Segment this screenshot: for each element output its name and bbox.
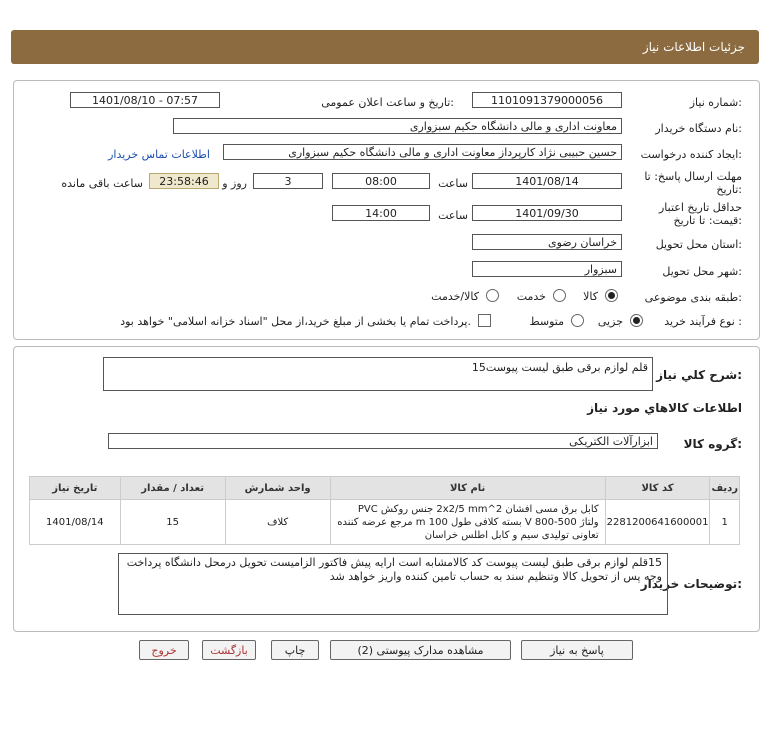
goods-info-title: اطلاعات كالاهاي مورد نياز — [587, 401, 742, 415]
process-radio-minor[interactable] — [630, 314, 643, 327]
category-option-goods: کالا — [583, 290, 598, 303]
need-number-label: شماره نیاز: — [689, 96, 742, 109]
cell-name: کابل برق مسی افشان 2^2x2/5 mm جنس روکش PVC ولتاژ 500-800 V بسته کلافی طول 100 m مرجع عرضه کننده تعاونی تولیدی سیم و کابل اطلس خراسان — [330, 500, 605, 545]
buyer-org-field: معاونت اداری و مالی دانشگاه حکیم سبزواری — [173, 118, 622, 134]
category-option-service: خدمت — [516, 290, 546, 303]
cell-index: 1 — [710, 500, 740, 545]
payment-note: پرداخت تمام یا بخشی از مبلغ خرید،از محل "اسناد خزانه اسلامی" خواهد بود. — [120, 315, 471, 328]
buyer-contact-link[interactable]: اطلاعات تماس خریدار — [108, 148, 210, 161]
goods-table — [29, 476, 740, 545]
col-header-qty: تعداد / مقدار — [120, 477, 225, 500]
deadline-label-2: تاریخ: — [716, 183, 742, 196]
exit-button[interactable]: خروج — [139, 640, 189, 660]
reply-button[interactable]: پاسخ به نیاز — [521, 640, 633, 660]
attachments-button[interactable]: مشاهده مدارک پیوستی (2) — [330, 640, 511, 660]
cell-unit: کلاف — [225, 500, 330, 545]
page-title: جزئیات اطلاعات نیاز — [642, 40, 745, 54]
days-label: روز و — [222, 177, 247, 190]
cell-code: 2281200641600001 — [605, 500, 710, 545]
category-radio-goods-service[interactable] — [486, 289, 499, 302]
col-header-unit: واحد شمارش — [225, 477, 330, 500]
category-label: طبقه بندی موضوعی: — [644, 291, 742, 304]
deadline-label: مهلت ارسال پاسخ: تا — [644, 170, 742, 183]
validity-label-2: قیمت: تا تاریخ: — [673, 214, 742, 227]
validity-time-label: ساعت — [438, 209, 468, 222]
goods-group-label: گروه کالا: — [683, 437, 742, 451]
page-header — [11, 30, 759, 64]
deadline-date-field: 1401/08/14 — [472, 173, 622, 189]
validity-label: حداقل تاریخ اعتبار — [658, 201, 742, 214]
table-row — [30, 500, 740, 545]
col-header-code: کد کالا — [605, 477, 710, 500]
cell-qty: 15 — [120, 500, 225, 545]
need-number-field: 1101091379000056 — [472, 92, 622, 108]
print-button[interactable]: چاپ — [271, 640, 319, 660]
cell-date: 1401/08/14 — [30, 500, 121, 545]
city-field: سبزوار — [472, 261, 622, 277]
process-label: نوع فرآیند خرید : — [664, 315, 742, 328]
province-field: خراسان رضوی — [472, 234, 622, 250]
col-header-index: ردیف — [710, 477, 740, 500]
deadline-time-label: ساعت — [438, 177, 468, 190]
category-radio-goods[interactable] — [605, 289, 618, 302]
buyer-notes-label: توضیحات خریدار: — [640, 577, 742, 591]
back-button[interactable]: بازگشت — [202, 640, 256, 660]
province-label: استان محل تحویل: — [655, 238, 742, 251]
category-option-goods-service: کالا/خدمت — [431, 290, 479, 303]
col-header-date: تاریخ نیاز — [30, 477, 121, 500]
summary-label: شرح کلي نياز: — [656, 368, 742, 382]
remaining-time-field: 23:58:46 — [149, 173, 219, 189]
buyer-org-label: نام دستگاه خریدار: — [655, 122, 742, 135]
validity-time-field: 14:00 — [332, 205, 430, 221]
summary-field: 15قلم لوازم برقی طبق لیست پیوست — [103, 357, 653, 391]
process-option-medium: متوسط — [529, 315, 564, 328]
goods-group-field: ابزارآلات الکتریکی — [108, 433, 658, 449]
col-header-name: نام کالا — [330, 477, 605, 500]
city-label: شهر محل تحویل: — [662, 265, 742, 278]
category-radio-service[interactable] — [553, 289, 566, 302]
table-header-row — [30, 477, 740, 500]
days-field: 3 — [253, 173, 323, 189]
announce-label: تاریخ و ساعت اعلان عمومی: — [321, 96, 454, 109]
buyer-notes-field: 15قلم لوازم برقی طبق لیست پیوست کد کالامشابه است ارایه پیش فاکتور الزامیست تحویل درمحل دانشگاه پرداخت وجه پس از تحویل کالا وتنظیم سند به حساب تامین کننده واریز خواهد شد — [118, 553, 668, 615]
validity-date-field: 1401/09/30 — [472, 205, 622, 221]
process-radio-medium[interactable] — [571, 314, 584, 327]
payment-checkbox[interactable] — [478, 314, 491, 327]
announce-datetime-field: 1401/08/10 - 07:57 — [70, 92, 220, 108]
process-option-minor: جزیی — [597, 315, 623, 328]
requester-field: حسین حبیبی نژاد کارپرداز معاونت اداری و مالی دانشگاه حکیم سبزواری — [223, 144, 622, 160]
deadline-time-field: 08:00 — [332, 173, 430, 189]
remaining-label: ساعت باقی مانده — [61, 177, 143, 190]
requester-label: ایجاد کننده درخواست: — [640, 148, 742, 161]
